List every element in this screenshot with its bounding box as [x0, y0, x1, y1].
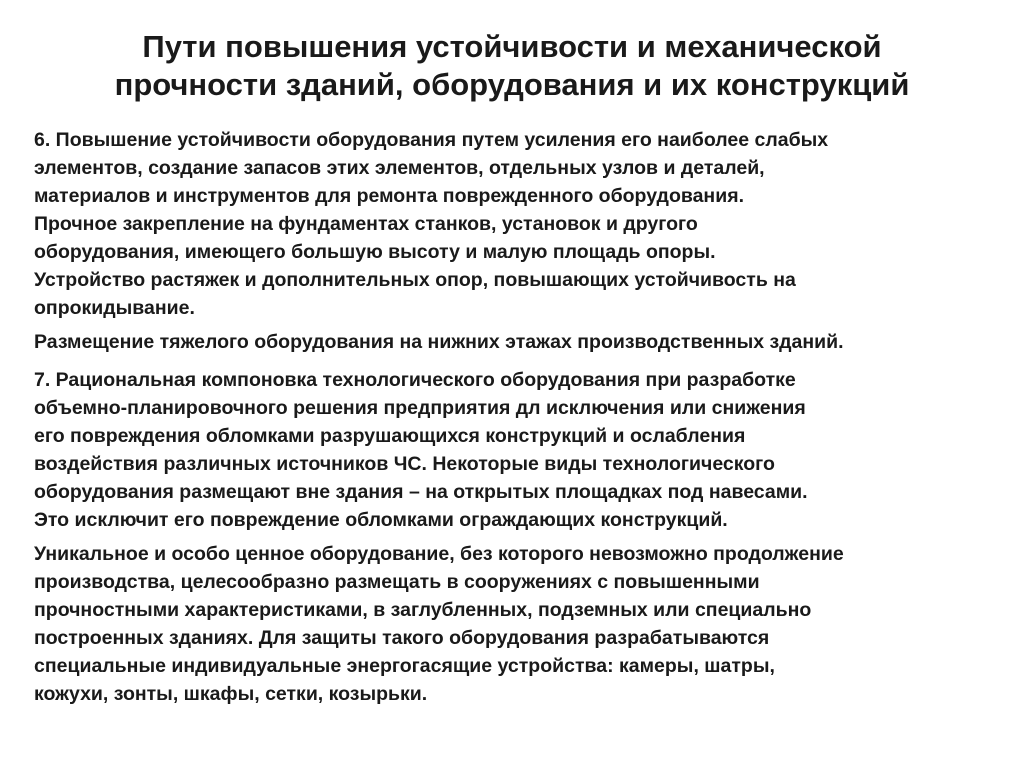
paragraph-line: опрокидывание. — [34, 297, 195, 319]
slide-title — [40, 28, 984, 104]
slide-title-line: Пути повышения устойчивости и механической — [142, 29, 882, 64]
paragraph-line: оборудования, имеющего большую высоту и малую площадь опоры. — [34, 241, 716, 263]
paragraph-line: материалов и инструментов для ремонта поврежденного оборудования. — [34, 185, 744, 207]
paragraph-item-7 — [34, 366, 996, 534]
paragraph-line: производства, целесообразно размещать в сооружениях с повышенными — [34, 571, 760, 593]
paragraph-line: Это исключит его повреждение обломками ограждающих конструкций. — [34, 509, 728, 531]
paragraph-line: оборудования размещают вне здания – на открытых площадках под навесами. — [34, 481, 808, 503]
paragraph-line: построенных зданиях. Для защиты такого оборудования разрабатываются — [34, 627, 770, 649]
paragraph-line: Размещение тяжелого оборудования на нижних этажах производственных зданий. — [34, 331, 844, 353]
paragraph-line: Уникальное и особо ценное оборудование, без которого невозможно продолжение — [34, 543, 844, 565]
paragraph-heavy-equipment — [34, 328, 996, 356]
paragraph-line: Устройство растяжек и дополнительных опор, повышающих устойчивость на — [34, 269, 796, 291]
paragraph-line: воздействия различных источников ЧС. Некоторые виды технологического — [34, 453, 775, 475]
paragraph-line: Прочное закрепление на фундаментах станков, установок и другого — [34, 213, 698, 235]
paragraph-unique-equipment — [34, 540, 996, 708]
slide-title-line: прочности зданий, оборудования и их конструкций — [114, 67, 910, 102]
paragraph-line: 6. Повышение устойчивости оборудования путем усиления его наиболее слабых — [34, 129, 829, 151]
paragraph-line: 7. Рациональная компоновка технологического оборудования при разработке — [34, 369, 796, 391]
paragraph-line: кожухи, зонты, шкафы, сетки, козырьки. — [34, 683, 428, 705]
paragraph-line: прочностными характеристиками, в заглубленных, подземных или специально — [34, 599, 812, 621]
paragraph-item-6 — [34, 126, 996, 322]
slide-body — [34, 126, 996, 714]
paragraph-line: его повреждения обломками разрушающихся конструкций и ослабления — [34, 425, 746, 447]
paragraph-line: элементов, создание запасов этих элементов, отдельных узлов и деталей, — [34, 157, 765, 179]
paragraph-line: специальные индивидуальные энергогасящие устройства: камеры, шатры, — [34, 655, 775, 677]
paragraph-line: объемно-планировочного решения предприятия дл исключения или снижения — [34, 397, 806, 419]
